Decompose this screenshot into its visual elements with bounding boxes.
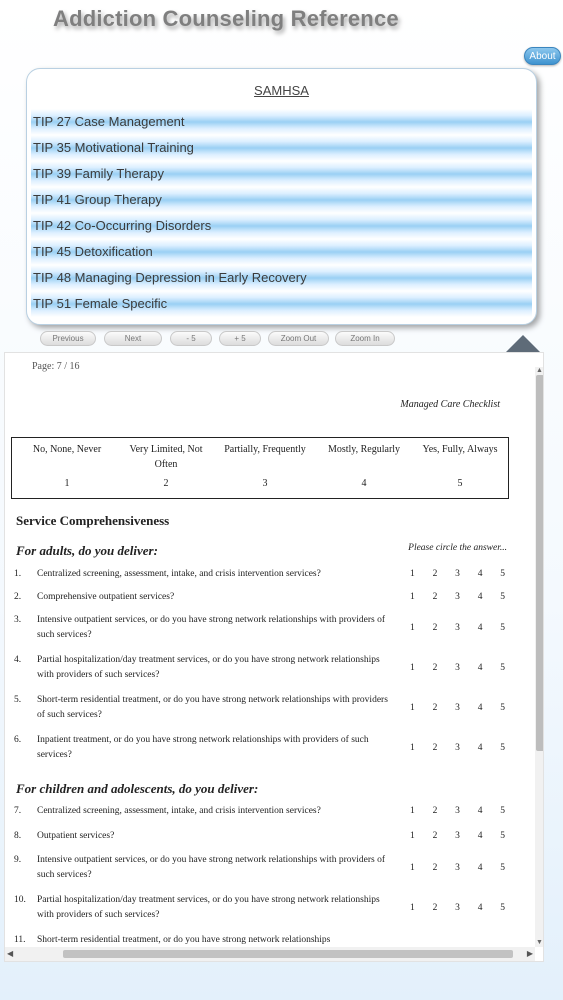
answer-option: 1 — [410, 743, 415, 753]
forward-5-button[interactable]: + 5 — [219, 331, 261, 346]
question-row — [14, 853, 514, 885]
answer-option: 2 — [432, 703, 438, 713]
answer-option: 4 — [477, 743, 483, 753]
answer-option: 5 — [500, 569, 505, 579]
answer-option: 4 — [477, 623, 483, 633]
circle-answer-hint: Please circle the answer... — [408, 543, 507, 553]
panel-header-samhsa[interactable]: SAMHSA — [254, 83, 309, 98]
answer-option: 4 — [477, 703, 483, 713]
answer-scale — [410, 567, 505, 582]
question-row — [14, 693, 514, 725]
answer-option: 4 — [477, 569, 483, 579]
collapse-arrow-icon[interactable] — [506, 335, 540, 352]
answer-scale — [410, 661, 505, 676]
answer-option: 5 — [500, 703, 505, 713]
question-row — [14, 653, 514, 685]
app-title: Addiction Counseling Reference — [53, 6, 399, 31]
about-button[interactable]: About — [524, 47, 561, 65]
answer-option: 4 — [477, 903, 483, 913]
question-number: 5. — [14, 695, 22, 705]
scroll-down-icon[interactable]: ▼ — [536, 939, 543, 946]
answer-option: 1 — [410, 863, 415, 873]
scale-number: 1 — [64, 478, 70, 489]
answer-option: 2 — [432, 903, 438, 913]
answer-option: 1 — [410, 663, 415, 673]
horizontal-scroll-thumb[interactable] — [63, 950, 513, 958]
scale-number: 3 — [262, 478, 268, 489]
answer-option: 1 — [410, 831, 415, 841]
answer-option: 4 — [477, 831, 483, 841]
answer-option: 3 — [455, 806, 460, 816]
question-row — [14, 733, 514, 765]
question-number: 2. — [14, 592, 22, 602]
answer-option: 3 — [455, 569, 460, 579]
scale-label: Yes, Fully, Always — [422, 444, 498, 455]
question-number: 9. — [14, 855, 22, 865]
answer-option: 3 — [455, 831, 460, 841]
question-text: Intensive outpatient services, or do you have strong network relationships with providers of such services? — [37, 615, 385, 640]
answer-option: 2 — [432, 743, 438, 753]
scale-number: 2 — [163, 478, 169, 489]
answer-option: 1 — [410, 569, 415, 579]
question-number: 8. — [14, 831, 22, 841]
answer-option: 2 — [432, 806, 438, 816]
tip-list-panel — [26, 68, 537, 325]
tip-item-45[interactable]: TIP 45 Detoxification — [31, 239, 532, 265]
question-text: Inpatient treatment, or do you have strong network relationships with providers of such services? — [37, 735, 369, 760]
answer-option: 1 — [410, 623, 415, 633]
horizontal-scrollbar[interactable] — [5, 947, 535, 961]
children-subtitle: For children and adolescents, do you deliver: — [16, 781, 259, 796]
question-text: Comprehensive outpatient services? — [37, 592, 175, 602]
answer-option: 2 — [432, 623, 438, 633]
scale-label: Partially, Frequently — [224, 444, 306, 455]
scale-label: Very Limited, Not Often — [129, 444, 203, 470]
question-row — [14, 613, 514, 645]
scale-label: Mostly, Regularly — [327, 444, 401, 455]
answer-option: 5 — [500, 831, 505, 841]
tip-item-39[interactable]: TIP 39 Family Therapy — [31, 161, 532, 187]
question-row — [14, 590, 514, 606]
answer-option: 5 — [500, 903, 505, 913]
answer-option: 5 — [500, 623, 505, 633]
answer-option: 2 — [432, 592, 438, 602]
vertical-scroll-thumb[interactable] — [536, 375, 544, 751]
document-viewer — [4, 352, 544, 962]
question-number: 7. — [14, 806, 22, 816]
answer-option: 3 — [455, 623, 460, 633]
answer-scale — [410, 701, 505, 716]
answer-option: 2 — [432, 663, 438, 673]
question-number: 11. — [14, 935, 26, 945]
answer-scale — [410, 741, 505, 756]
answer-option: 5 — [500, 806, 505, 816]
answer-scale — [410, 901, 505, 916]
previous-button[interactable]: Previous — [40, 331, 96, 346]
tip-list — [31, 109, 532, 317]
vertical-scrollbar[interactable] — [535, 367, 544, 947]
scale-label: No, None, Never — [32, 444, 102, 455]
answer-option: 3 — [455, 592, 460, 602]
answer-option: 3 — [455, 743, 460, 753]
question-text: Outpatient services? — [37, 831, 115, 841]
answer-option: 2 — [432, 569, 438, 579]
answer-option: 4 — [477, 592, 483, 602]
question-row — [14, 829, 514, 845]
answer-option: 2 — [432, 863, 438, 873]
tip-item-27[interactable]: TIP 27 Case Management — [31, 109, 532, 135]
scroll-left-icon[interactable]: ◀ — [7, 949, 14, 958]
answer-option: 1 — [410, 806, 415, 816]
question-text: Short-term residential treatment, or do you have strong network relationships with providers of such services? — [37, 695, 388, 720]
answer-option: 3 — [455, 703, 460, 713]
tip-item-51[interactable]: TIP 51 Female Specific — [31, 291, 532, 317]
tip-item-42[interactable]: TIP 42 Co-Occurring Disorders — [31, 213, 532, 239]
question-text: Centralized screening, assessment, intake, and crisis intervention services? — [37, 806, 321, 816]
answer-scale — [410, 804, 505, 819]
answer-option: 2 — [432, 831, 438, 841]
answer-option: 1 — [410, 903, 415, 913]
question-text: Partial hospitalization/day treatment services, or do you have strong network relationships with providers of such services? — [37, 895, 380, 920]
scale-number: 4 — [361, 478, 367, 489]
scroll-right-icon[interactable]: ▶ — [526, 949, 533, 958]
document-header: Managed Care Checklist — [400, 399, 500, 410]
question-row — [14, 804, 514, 820]
answer-scale — [410, 861, 505, 876]
document-page — [5, 353, 533, 947]
question-number: 10. — [14, 895, 26, 905]
answer-option: 5 — [500, 743, 505, 753]
question-row — [14, 567, 514, 583]
answer-option: 3 — [455, 663, 460, 673]
answer-option: 5 — [500, 592, 505, 602]
adults-subtitle: For adults, do you deliver: — [16, 543, 158, 558]
tip-item-41[interactable]: TIP 41 Group Therapy — [31, 187, 532, 213]
question-number: 3. — [14, 615, 22, 625]
tip-item-48[interactable]: TIP 48 Managing Depression in Early Recovery — [31, 265, 532, 291]
answer-option: 1 — [410, 592, 415, 602]
answer-option: 4 — [477, 863, 483, 873]
answer-option: 1 — [410, 703, 415, 713]
section-title: Service Comprehensiveness — [16, 513, 170, 528]
next-button[interactable]: Next — [104, 331, 162, 346]
page-indicator: Page: 7 / 16 — [32, 361, 80, 372]
answer-scale — [410, 621, 505, 636]
question-number: 1. — [14, 569, 22, 579]
answer-scale — [410, 829, 505, 844]
answer-option: 5 — [500, 663, 505, 673]
answer-option: 5 — [500, 863, 505, 873]
question-row — [14, 893, 514, 925]
question-text: Intensive outpatient services, or do you have strong network relationships with providers of such services? — [37, 855, 385, 880]
question-text: Short-term residential treatment, or do you have strong network relationships — [37, 935, 331, 945]
zoom-in-button[interactable]: Zoom In — [335, 331, 395, 346]
rating-scale-table — [11, 437, 509, 499]
answer-option: 3 — [455, 863, 460, 873]
scale-number: 5 — [457, 478, 463, 489]
back-5-button[interactable]: - 5 — [170, 331, 212, 346]
question-number: 4. — [14, 655, 22, 665]
answer-scale — [410, 590, 505, 605]
tip-item-35[interactable]: TIP 35 Motivational Training — [31, 135, 532, 161]
scroll-up-icon[interactable]: ▲ — [536, 367, 543, 374]
answer-option: 3 — [455, 903, 460, 913]
zoom-out-button[interactable]: Zoom Out — [268, 331, 329, 346]
question-text: Partial hospitalization/day treatment services, or do you have strong network relationships with providers of such services? — [37, 655, 380, 680]
question-text: Centralized screening, assessment, intake, and crisis intervention services? — [37, 569, 321, 579]
question-number: 6. — [14, 735, 22, 745]
answer-option: 4 — [477, 663, 483, 673]
answer-option: 4 — [477, 806, 483, 816]
